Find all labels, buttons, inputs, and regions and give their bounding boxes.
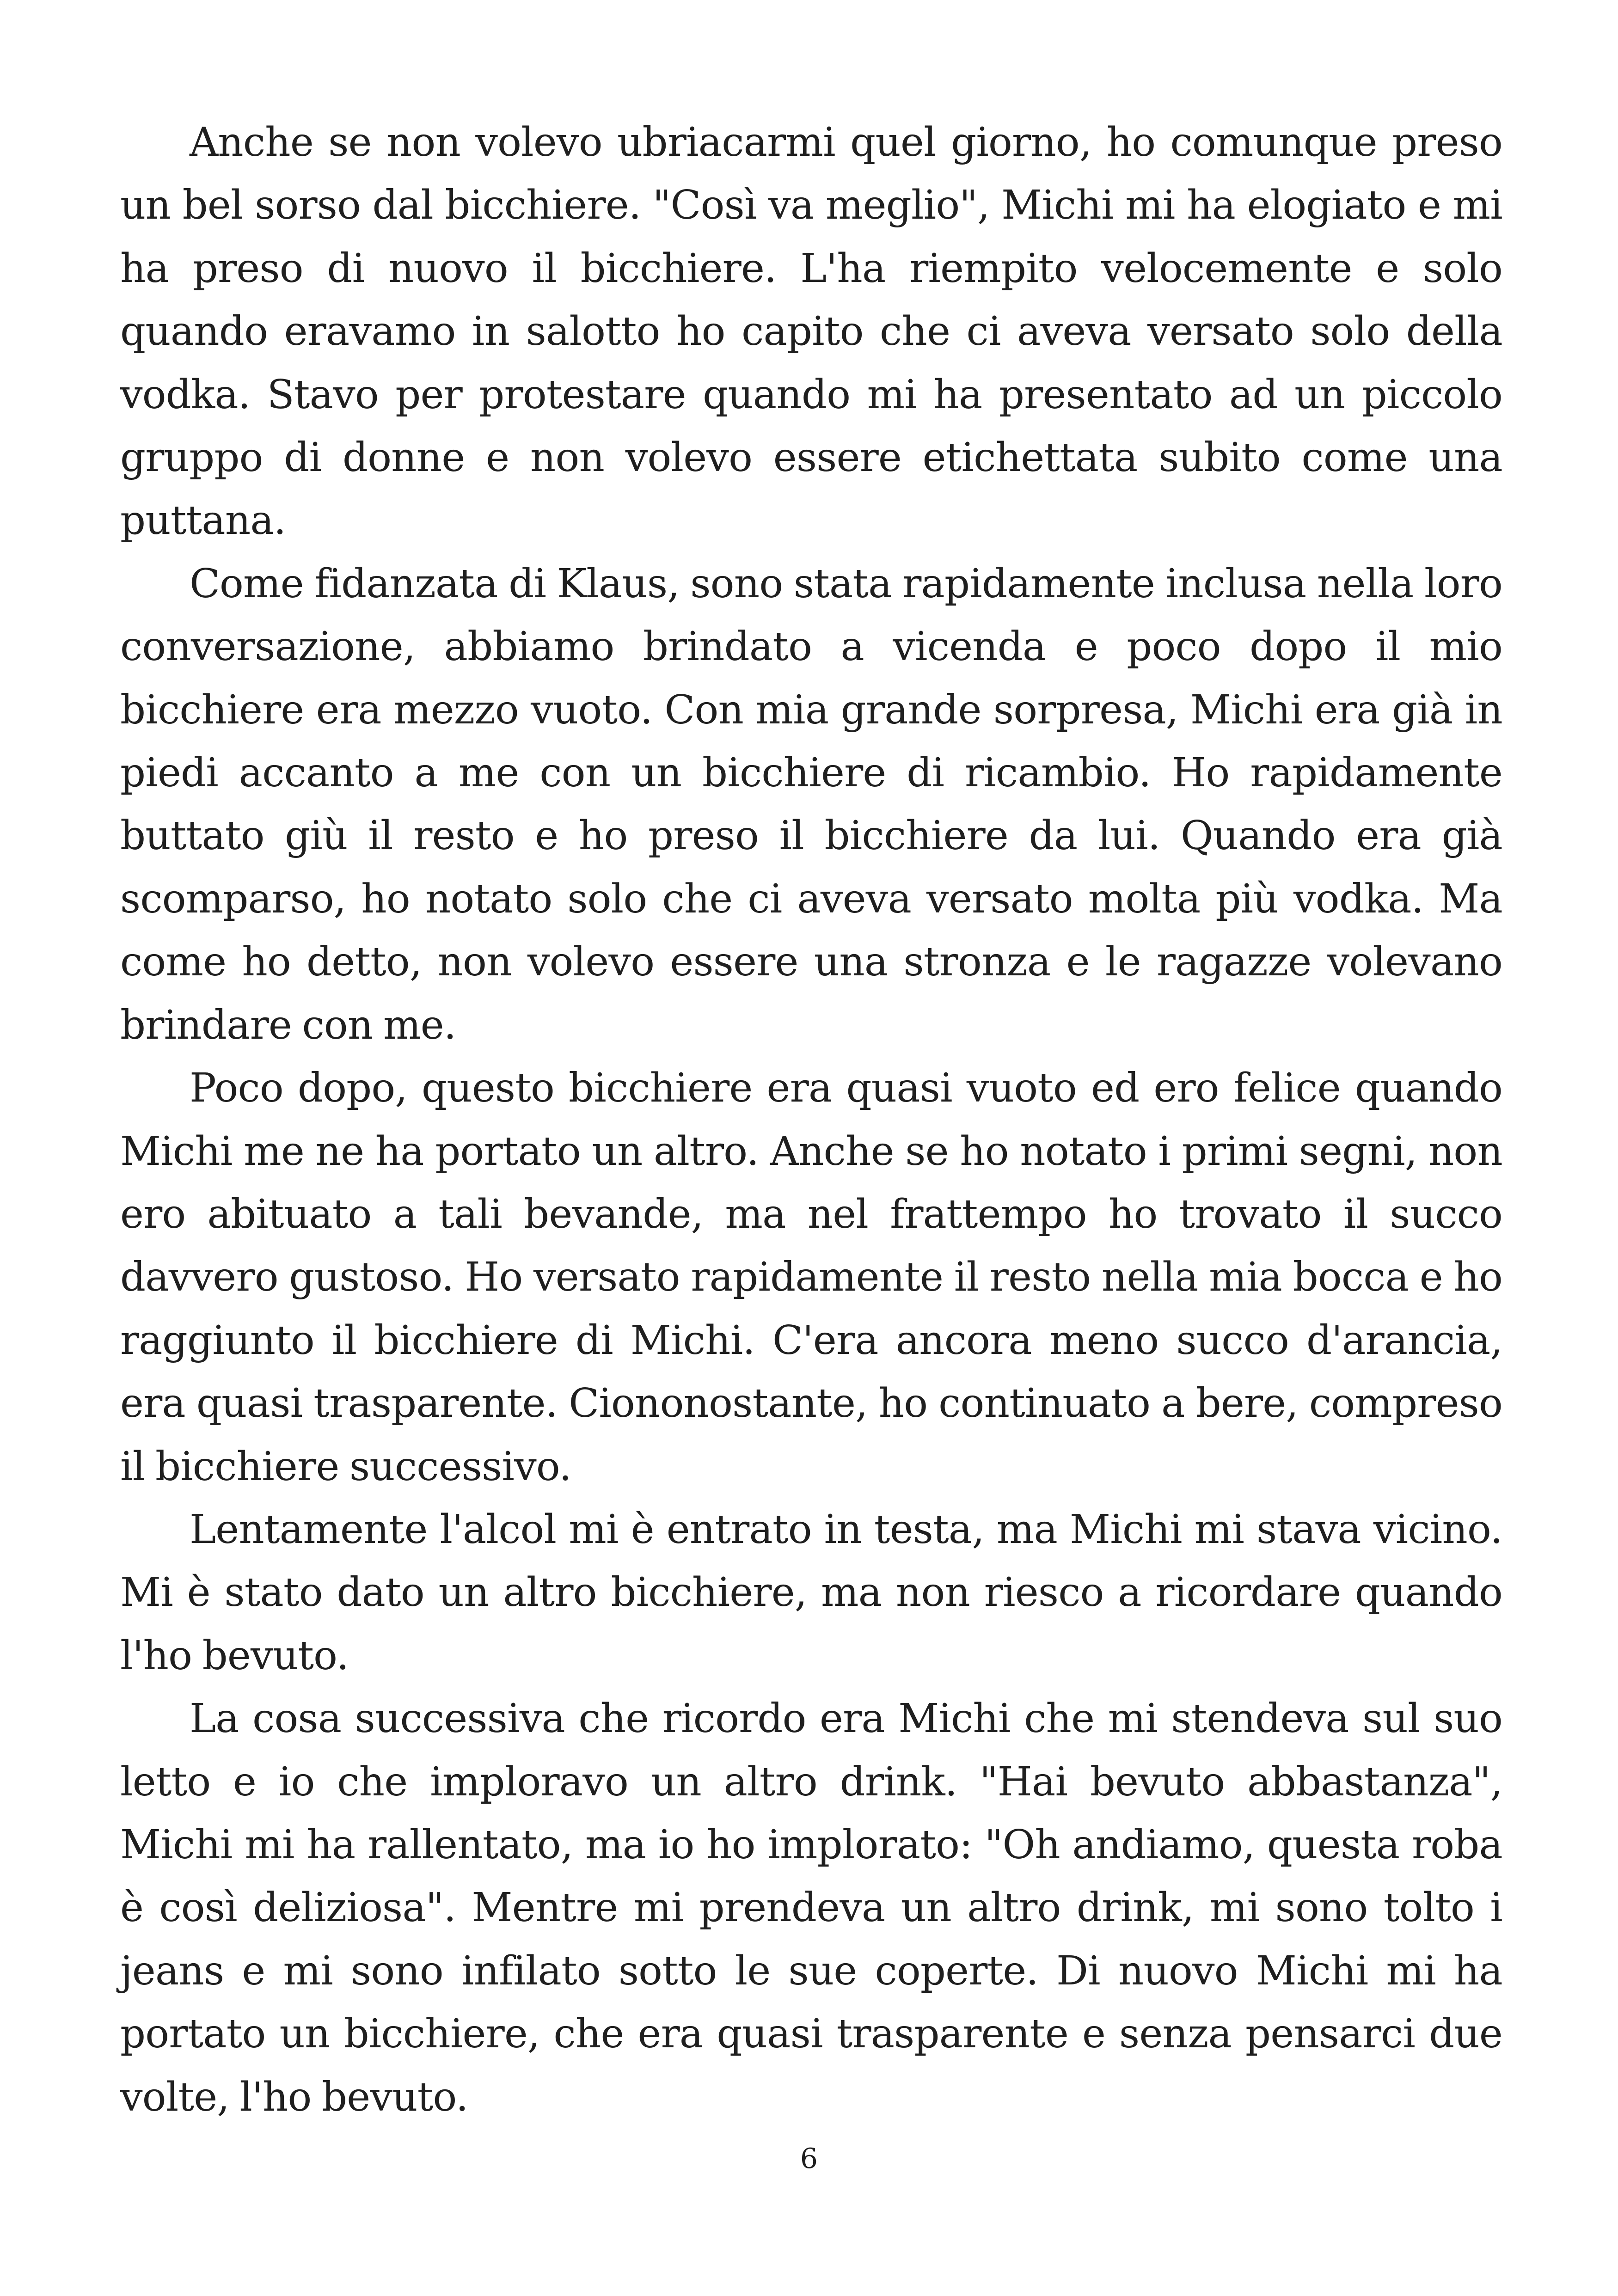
paragraph: Lentamente l'alcol mi è entrato in testa, ma Michi mi stava vicino. Mi è stato dato un altro bicchiere, ma non riesco a ricordare quando l'ho bevuto. — [120, 1506, 1502, 1679]
paragraph: La cosa successiva che ricordo era Michi che mi stendeva sul suo letto e io che imploravo un altro drink. "Hai bevuto abbastanza", Michi mi ha rallentato, ma io ho implorato: "Oh andiamo, questa roba è così deliziosa". Mentre mi prendeva un altro drink, mi sono tolto i jeans e mi sono infilato sotto le sue coperte. Di nuovo Michi mi ha portato un bicchiere, che era quasi trasparente e senza pensarci due volte, l'ho bevuto. — [120, 1696, 1502, 2120]
paragraph: Come fidanzata di Klaus, sono stata rapidamente inclusa nella loro conversazione, abbiamo brindato a vicenda e poco dopo il mio bicchiere era mezzo vuoto. Con mia grande sorpresa, Michi era già in piedi accanto a me con un bicchiere di ricambio. Ho rapidamente buttato giù il resto e ho preso il bicchiere da lui. Quando era già scomparso, ho notato solo che ci aveva versato molta più vodka. Ma come ho detto, non volevo essere una stronza e le ragazze volevano brindare con me. — [120, 560, 1502, 1048]
paragraph: Poco dopo, questo bicchiere era quasi vuoto ed ero felice quando Michi me ne ha portato un altro. Anche se ho notato i primi segni, non ero abituato a tali bevande, ma nel frattempo ho trovato il succo davvero gustoso. Ho versato rapidamente il resto nella mia bocca e ho raggiunto il bicchiere di Michi. C'era ancora meno succo d'arancia, era quasi trasparente. Ciononostante, ho continuato a bere, compreso il bicchiere successivo. — [120, 1065, 1502, 1490]
body-text — [120, 111, 1502, 2129]
page-number: 6 — [800, 2143, 818, 2175]
paragraph: Anche se non volevo ubriacarmi quel giorno, ho comunque preso un bel sorso dal bicchiere. "Così va meglio", Michi mi ha elogiato e mi ha preso di nuovo il bicchiere. L'ha riempito velocemente e solo quando eravamo in salotto ho capito che ci aveva versato solo della vodka. Stavo per protestare quando mi ha presentato ad un piccolo gruppo di donne e non volevo essere etichettata subito come una puttana. — [120, 119, 1502, 544]
